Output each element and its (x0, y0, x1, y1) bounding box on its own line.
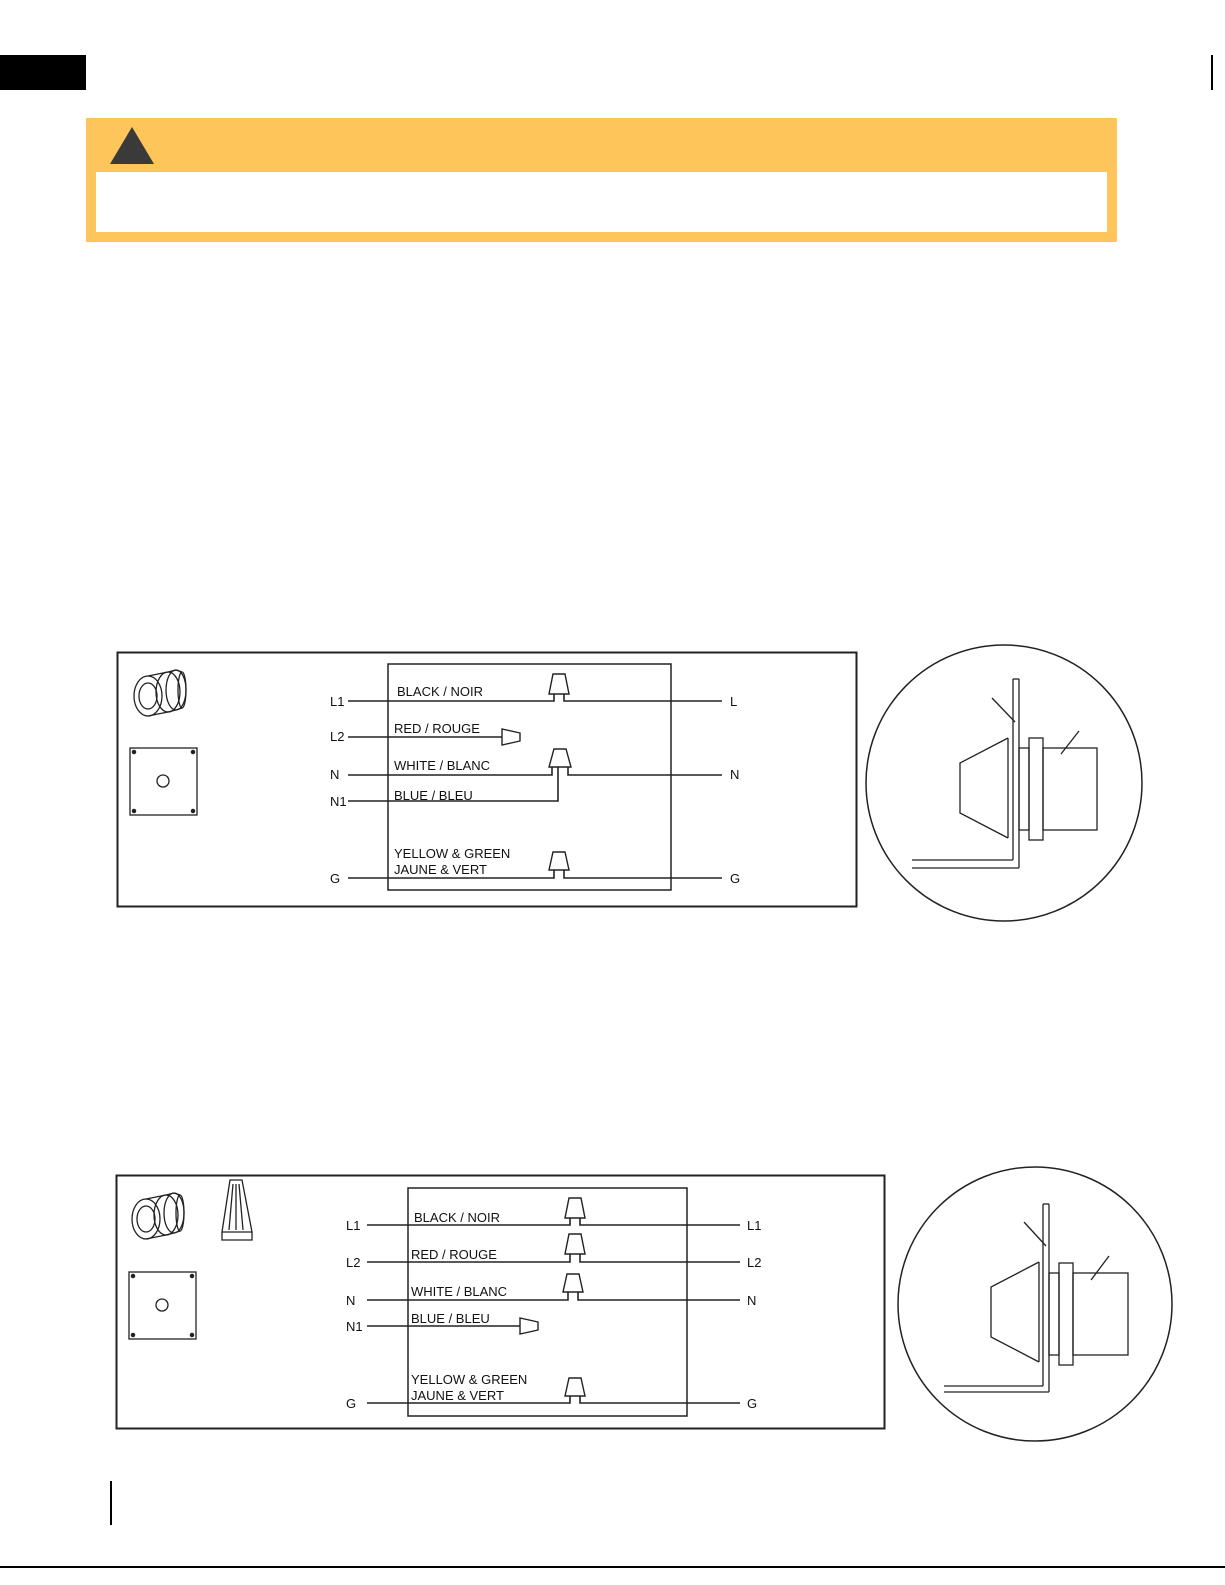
terminal-label: G (330, 871, 341, 886)
wire-nut-icon (565, 1198, 585, 1218)
terminal-label: G (730, 871, 741, 886)
wire-label: BLUE / BLEU (394, 788, 473, 803)
terminal-label: L1 (747, 1218, 762, 1233)
wire-label: RED / ROUGE (394, 721, 480, 736)
terminal-label: N (346, 1293, 356, 1308)
terminal-label: L1 (346, 1218, 361, 1233)
terminal-label: G (346, 1396, 357, 1411)
wire-label: YELLOW & GREEN (411, 1372, 528, 1387)
wire-nut-icon (563, 1274, 583, 1292)
terminal-label: L2 (747, 1255, 762, 1270)
wire-label: YELLOW & GREEN (394, 846, 511, 861)
terminal-label: L (730, 694, 738, 709)
wire-nut-icon (520, 1318, 538, 1334)
terminal-label: N (330, 767, 340, 782)
terminal-label: L1 (330, 694, 345, 709)
terminal-label: L2 (346, 1255, 361, 1270)
terminal-label: N (747, 1293, 757, 1308)
detail-view-2 (898, 1167, 1172, 1441)
wire-label: WHITE / BLANC (394, 758, 491, 773)
terminal-label: N1 (346, 1319, 363, 1334)
terminal-label: G (747, 1396, 758, 1411)
terminal-label: L2 (330, 729, 345, 744)
wire-label: WHITE / BLANC (411, 1284, 508, 1299)
wire-label: BLACK / NOIR (397, 684, 483, 699)
wire-nut-icon (565, 1378, 585, 1396)
terminal-label: N (730, 767, 740, 782)
wire-label: RED / ROUGE (411, 1247, 497, 1262)
terminal-label: N1 (330, 794, 347, 809)
wire-nut-icon (222, 1180, 252, 1240)
junction-box-cover-icon (129, 1272, 196, 1339)
wire-label: JAUNE & VERT (411, 1388, 504, 1403)
wire-label: JAUNE & VERT (394, 862, 487, 877)
conduit-connector-icon (132, 1193, 184, 1239)
wire-label: BLUE / BLEU (411, 1311, 490, 1326)
wire-nut-icon (565, 1234, 585, 1254)
wire-label: BLACK / NOIR (414, 1210, 500, 1225)
